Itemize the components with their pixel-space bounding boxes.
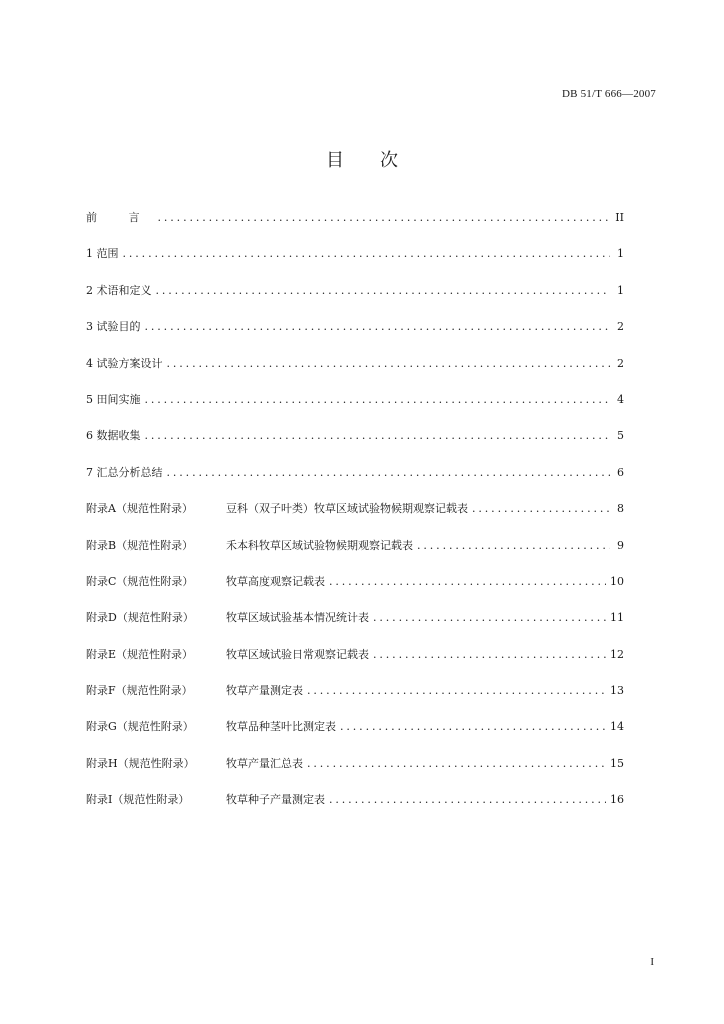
leader-dots: [123, 245, 611, 262]
leader-dots: [145, 391, 611, 408]
toc-entry-design[interactable]: [86, 355, 624, 391]
toc-entry-page: 16: [610, 793, 624, 807]
toc-annex-i[interactable]: [86, 791, 624, 827]
annex-label: 附录F（规范性附录）: [86, 684, 193, 698]
annex-title: 牧草区域试验日常观察记载表: [226, 647, 369, 661]
toc-entry-summary[interactable]: [86, 464, 624, 500]
annex-title: 牧草区域试验基本情况统计表: [226, 611, 369, 625]
toc-entry-label: 6 数据收集: [86, 429, 141, 443]
toc-entry-page: 5: [617, 429, 624, 443]
annex-label: 附录D（规范性附录）: [86, 611, 194, 625]
toc-annex-h[interactable]: [86, 755, 624, 791]
toc-entry-label: 4 试验方案设计: [86, 356, 163, 370]
leader-dots: [167, 355, 611, 372]
toc-entry-label: 2 术语和定义: [86, 283, 152, 297]
document-code: DB 51/T 666—2007: [561, 88, 656, 100]
annex-title: 牧草产量测定表: [226, 684, 303, 698]
annex-label: 附录B（规范性附录）: [86, 538, 194, 552]
toc-title: 目次: [326, 150, 434, 171]
toc-entry-page: 15: [610, 756, 624, 770]
leader-dots: [307, 755, 606, 772]
annex-label: 附录C（规范性附录）: [86, 574, 194, 588]
toc-annex-g[interactable]: [86, 718, 624, 754]
annex-label: 附录A（规范性附录）: [86, 502, 193, 516]
toc-entry-page: 1: [617, 247, 624, 261]
leader-dots: [145, 318, 611, 335]
annex-title: 豆科（双子叶类）牧草区域试验物候期观察记载表: [226, 502, 468, 516]
leader-dots: [158, 209, 611, 226]
annex-title: 禾本科牧草区域试验物候期观察记载表: [226, 538, 413, 552]
toc-entry-page: 2: [617, 356, 624, 370]
leader-dots: [417, 537, 610, 554]
toc-entry-page: 10: [610, 574, 624, 588]
annex-label: 附录I（规范性附录）: [86, 793, 190, 807]
toc-entry-objective[interactable]: [86, 318, 624, 354]
annex-title: 牧草产量汇总表: [226, 756, 303, 770]
toc-entry-page: 1: [617, 283, 624, 297]
toc-annex-c[interactable]: [86, 573, 624, 609]
toc-entry-label: 1 范围: [86, 247, 119, 261]
toc-entry-page: II: [615, 211, 624, 224]
toc-entry-page: 8: [617, 502, 624, 516]
toc-entry-label: 7 汇总分析总结: [86, 465, 163, 479]
annex-label: 附录H（规范性附录）: [86, 756, 195, 770]
leader-dots: [340, 718, 606, 735]
toc-entry-page: 12: [610, 647, 624, 661]
toc-annex-e[interactable]: [86, 646, 624, 682]
annex-label: 附录G（规范性附录）: [86, 720, 194, 734]
toc-annex-b[interactable]: [86, 537, 624, 573]
toc-entry-scope[interactable]: [86, 245, 624, 281]
toc-annex-f[interactable]: [86, 682, 624, 718]
leader-dots: [329, 573, 606, 590]
toc-annex-a[interactable]: [86, 500, 624, 536]
leader-dots: [329, 791, 606, 808]
leader-dots: [373, 609, 606, 626]
leader-dots: [145, 427, 611, 444]
toc-entry-field[interactable]: [86, 391, 624, 427]
leader-dots: [167, 464, 611, 481]
toc-entry-label: 5 田间实施: [86, 392, 141, 406]
toc-entry-page: 11: [610, 611, 624, 625]
toc-entry-page: 9: [617, 538, 624, 552]
annex-title: 牧草品种茎叶比测定表: [226, 720, 336, 734]
leader-dots: [307, 682, 606, 699]
annex-label: 附录E（规范性附录）: [86, 647, 194, 661]
annex-title: 牧草种子产量测定表: [226, 793, 325, 807]
toc-entry-label: 3 试验目的: [86, 320, 141, 334]
page-number: I: [650, 956, 654, 968]
leader-dots: [373, 646, 606, 663]
toc-entry-data[interactable]: [86, 427, 624, 463]
toc-entry-label: 前 言: [86, 211, 154, 224]
toc-annex-d[interactable]: [86, 609, 624, 645]
leader-dots: [472, 500, 610, 517]
toc-entry-page: 6: [617, 465, 624, 479]
toc-entry-page: 13: [610, 684, 624, 698]
toc-entry-terms[interactable]: [86, 282, 624, 318]
toc-entry-page: 4: [617, 392, 624, 406]
table-of-contents: [86, 209, 624, 828]
toc-entry-page: 2: [617, 320, 624, 334]
annex-title: 牧草高度观察记载表: [226, 574, 325, 588]
leader-dots: [156, 282, 611, 299]
toc-entry-foreword[interactable]: [86, 209, 624, 245]
toc-entry-page: 14: [610, 720, 624, 734]
